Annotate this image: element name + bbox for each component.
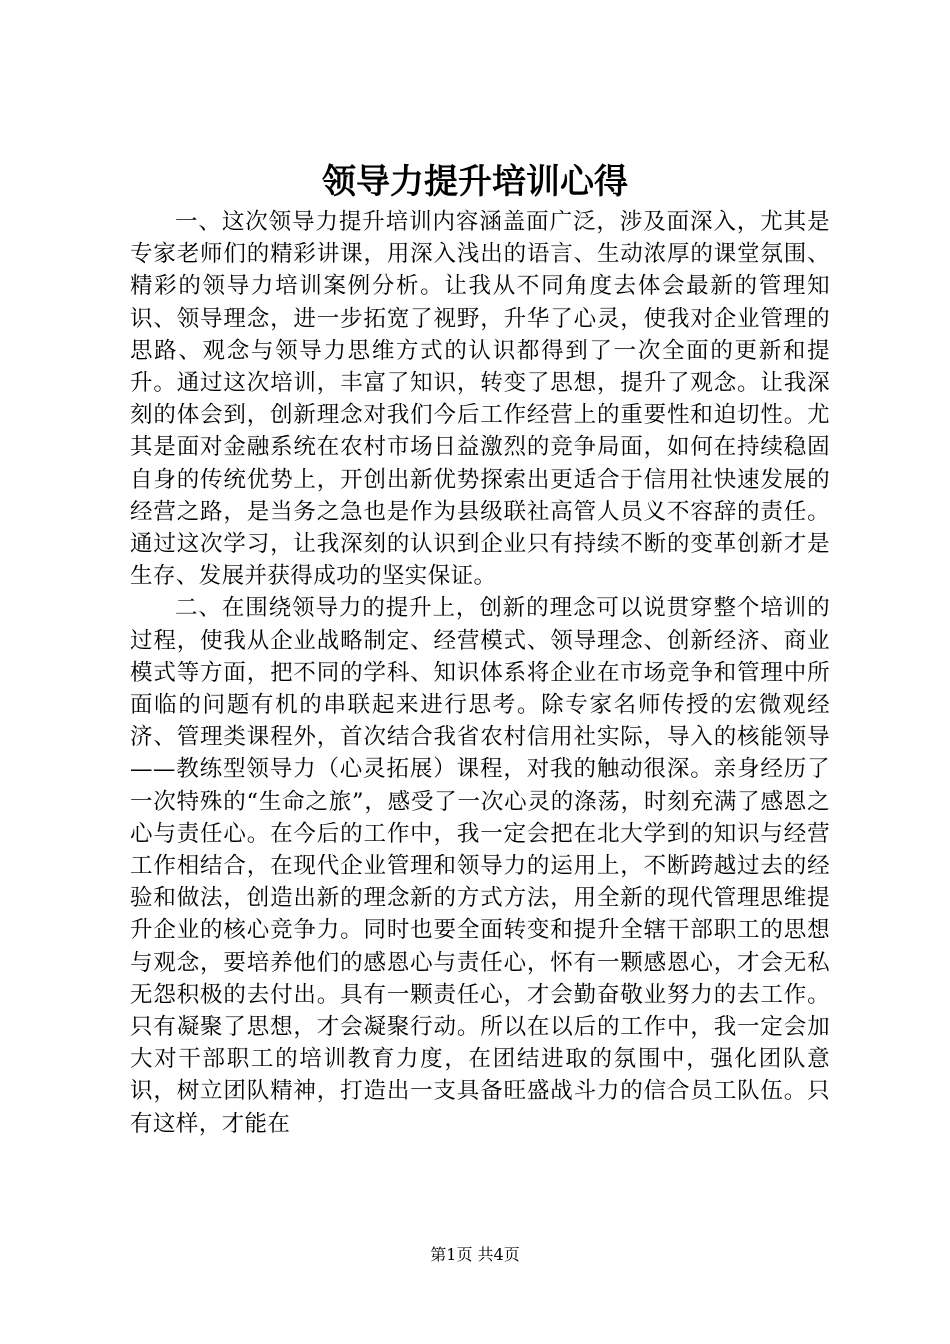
page-number-footer: 第1页 共4页: [430, 1245, 520, 1264]
paragraph-2: 二、在围绕领导力的提升上，创新的理念可以说贯穿整个培训的过程，使我从企业战略制定、经营模式、领导理念、创新经济、商业模式等方面，把不同的学科、知识体系将企业在市场竞争和管理中所面临的问题有机的串联起来进行思考。除专家名师传授的宏微观经济、管理类课程外，首次结合我省农村信用社实际，导入的核能领导——教练型领导力（心灵拓展）课程，对我的触动很深。亲身经历了一次特殊的“生命之旅”，感受了一次心灵的涤荡，时刻充满了感恩之心与责任心。在今后的工作中，我一定会把在北大学到的知识与经营工作相结合，在现代企业管理和领导力的运用上，不断跨越过去的经验和做法，创造出新的理念新的方式方法，用全新的现代管理思维提升企业的核心竞争力。同时也要全面转变和提升全辖干部职工的思想与观念，要培养他们的感恩心与责任心，怀有一颗感恩心，才会无私无怨积极的去付出。具有一颗责任心，才会勤奋敬业努力的去工作。只有凝聚了思想，才会凝聚行动。所以在以后的工作中，我一定会加大对干部职工的培训教育力度，在团结进取的氛围中，强化团队意识，树立团队精神，打造出一支具备旺盛战斗力的信合员工队伍。只有这样，才能在: [130, 595, 830, 1137]
document-body: [130, 206, 830, 1140]
document-title: 领导力提升培训心得: [322, 162, 628, 202]
paragraph-1: 一、这次领导力提升培训内容涵盖面广泛，涉及面深入，尤其是专家老师们的精彩讲课，用深入浅出的语言、生动浓厚的课堂氛围、精彩的领导力培训案例分析。让我从不同角度去体会最新的管理知识、领导理念，进一步拓宽了视野，升华了心灵，使我对企业管理的思路、观念与领导力思维方式的认识都得到了一次全面的更新和提升。通过这次培训，丰富了知识，转变了思想，提升了观念。让我深刻的体会到，创新理念对我们今后工作经营上的重要性和迫切性。尤其是面对金融系统在农村市场日益激烈的竞争局面，如何在持续稳固自身的传统优势上，开创出新优势探索出更适合于信用社快速发展的经营之路，是当务之急也是作为县级联社高管人员义不容辞的责任。通过这次学习，让我深刻的认识到企业只有持续不断的变革创新才是生存、发展并获得成功的坚实保证。: [130, 209, 830, 590]
